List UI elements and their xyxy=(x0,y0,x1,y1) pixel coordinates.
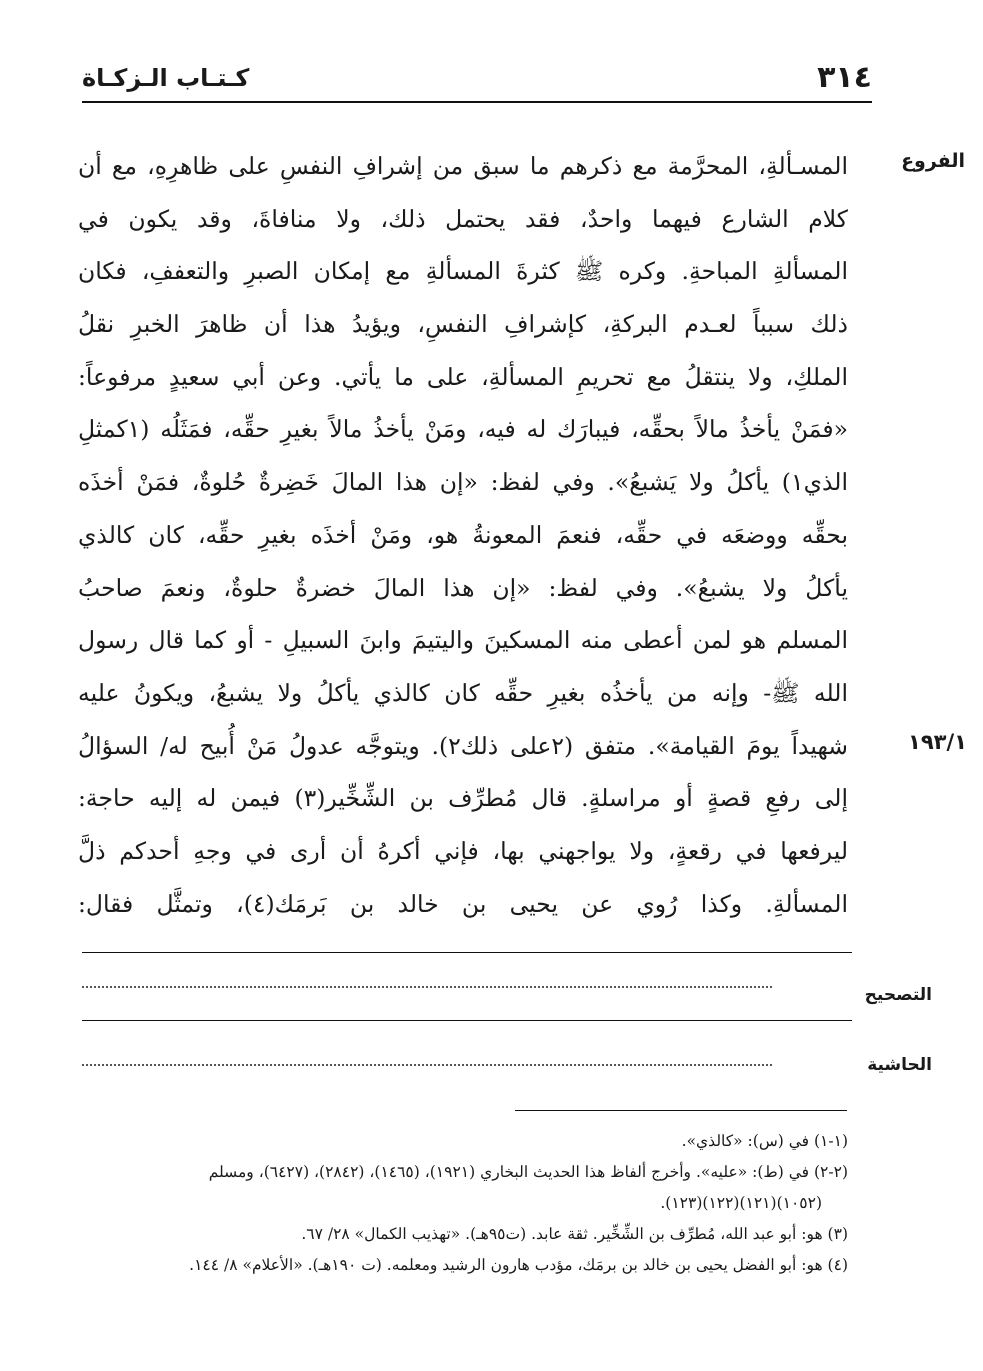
text-line: ليرفعها في رقعةٍ، ولا يواجهني بها، فإني أكرهُ أن أرى في وجهِ أحدكم ذلَّ xyxy=(78,836,848,865)
text-line: يأكلُ ولا يشبعُ». وفي لفظ: «إن هذا المالَ خضرةٌ حلوةٌ، ونعمَ صاحبُ xyxy=(78,573,848,602)
text-line: ذلك سبباً لعـدم البركةِ، كإشرافِ النفسِ، ويؤيدُ هذا أن ظاهرَ الخبرِ نقلُ xyxy=(78,310,848,339)
text-line: المسـألةِ، المحرَّمة مع ذكرهم ما سبق من إشرافِ النفسِ على ظاهرِهِ، مع أن xyxy=(78,152,848,180)
running-title: كـتـاب الـزكـاة xyxy=(82,64,250,92)
marginalia-label: الحاشية xyxy=(867,1055,932,1075)
footnote: (٣) هو: أبو عبد الله، مُطرِّف بن الشِّخِّير. ثقة عابد. (ت٩٥هـ). «تهذيب الكمال» ٢٨/ ٦٧. xyxy=(301,1225,848,1243)
text-line: إلى رفعِ قصةٍ أو مراسلةٍ. قال مُطرِّف بن الشِّخِّير(٣) فيمن له إليه حاجة: xyxy=(78,784,848,813)
footnote: (٢-٢) في (ط): «عليه». وأخرج ألفاظ هذا الحديث البخاري (١٩٢١)، (١٤٦٥)، (٢٨٤٢)، (٦٤٢٧)، ومسلم xyxy=(208,1163,848,1181)
footnotes xyxy=(78,1126,848,1281)
footnote-continuation: (١٠٥٢)(١٢١)(١٢٢)(١٢٣). xyxy=(660,1194,822,1212)
footnote-rule xyxy=(515,1110,847,1111)
text-line: الذي١) يأكلُ ولا يَشبعُ». وفي لفظ: «إن هذا المالَ خَضِرةٌ حُلوةٌ، فمَنْ أخذَه xyxy=(78,468,848,497)
text-line: المسألةِ المباحةِ. وكره ﷺ كثرةَ المسألةِ مع إمكان الصبرِ والتعففِ، فكان xyxy=(78,257,848,286)
marginalia-dotted-line[interactable] xyxy=(82,1064,772,1066)
form-rule xyxy=(82,1020,852,1021)
text-line: الملكِ، ولا ينتقلُ مع تحريمِ المسألةِ، على ما يأتي. وعن أبي سعيدٍ مرفوعاً: xyxy=(78,362,848,391)
page-header xyxy=(82,58,872,98)
text-line: شهيداً يومَ القيامة». متفق (٢على ذلك٢). ويتوجَّه عدولُ مَنْ أُبيح له/ السؤالُ xyxy=(78,731,848,760)
form-rule xyxy=(82,952,852,953)
text-line: كلام الشارع فيهما واحدٌ، فقد يحتمل ذلك، ولا منافاةَ، وقد يكون في xyxy=(78,204,848,233)
header-rule xyxy=(82,101,872,103)
main-text xyxy=(78,140,848,930)
text-line: «فمَنْ يأخذُ مالاً بحقِّه، فيبارَك له فيه، ومَنْ يأخذُ مالاً بغيرِ حقِّه، فمَثَلُه (١كمثلِ xyxy=(78,415,848,444)
correction-form xyxy=(82,940,932,1080)
margin-volume-page-ref: ١٩٣/١ xyxy=(908,730,967,754)
footnote: (٤) هو: أبو الفضل يحيى بن خالد بن برمَك، مؤدب هارون الرشيد ومعلمه. (ت ١٩٠هـ). «الأعلام» ٨/ ١٤٤. xyxy=(189,1256,848,1274)
text-line: المسلم هو لمن أعطى منه المسكينَ واليتيمَ وابنَ السبيلِ - أو كما قال رسول xyxy=(78,626,848,655)
text-line: الله ﷺ- وإنه من يأخذُه بغيرِ حقِّه كان كالذي يأكلُ ولا يشبعُ، ويكونُ عليه xyxy=(78,678,848,707)
margin-section-label: الفروع xyxy=(901,150,965,172)
footnote: (١-١) في (س): «كالذي». xyxy=(681,1132,848,1150)
page-number: ٣١٤ xyxy=(817,60,872,95)
correction-dotted-line[interactable] xyxy=(82,986,772,988)
text-line: بحقِّه ووضعَه في حقِّه، فنعمَ المعونةُ هو، ومَنْ أخذَه بغيرِ حقِّه، كان كالذي xyxy=(78,520,848,549)
text-line: المسألةِ. وكذا رُوي عن يحيى بن خالد بن بَرمَك(٤)، وتمثَّل فقال: xyxy=(78,889,848,918)
correction-label: التصحيح xyxy=(864,985,932,1005)
